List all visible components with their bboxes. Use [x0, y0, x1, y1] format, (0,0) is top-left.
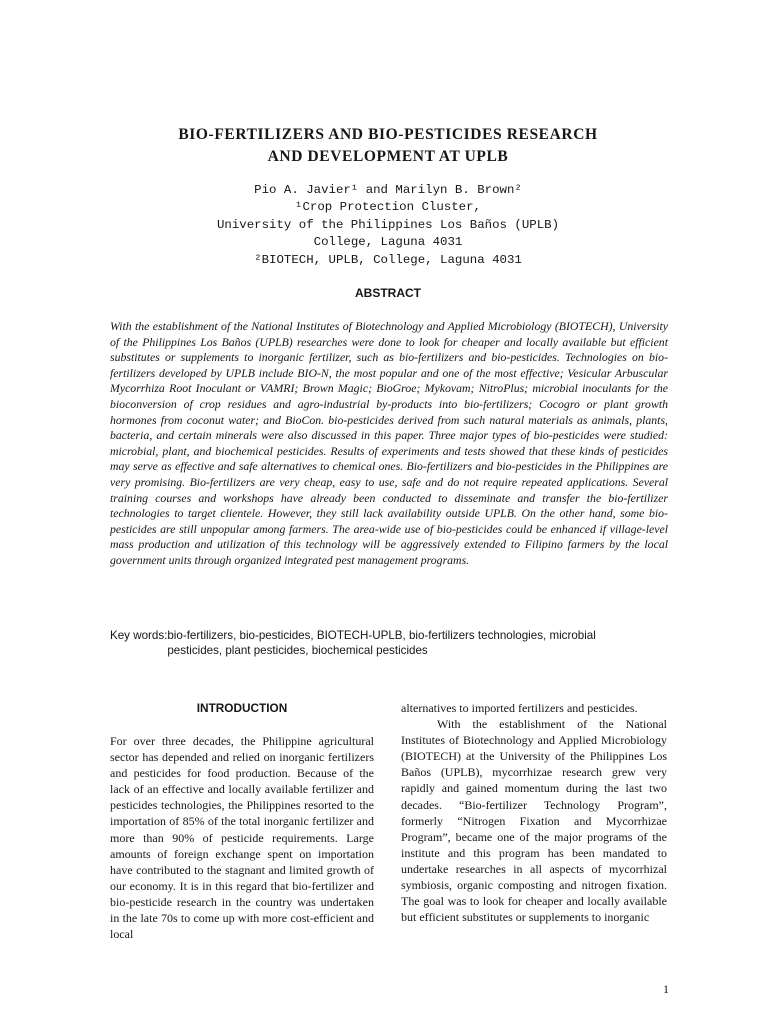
- intro-paragraph-1: For over three decades, the Philippine agricultural sector has depended and relied on inorganic fertilizers and pesticides for food production. Because of the lack of an effective and locally available fertilizer and pesticides technologies, the Philippines resorted to the importation of 85% of the total inorganic fertilizer and more than 90% of pesticide requirements. Large amounts of foreign exchange spent on importation have contributed to the stagnant and limited growth of our economy. It is in this regard that bio-fertilizer and bio-pesticide research in the country was undertaken in the late 70s to come up with more cost-efficient and local: [110, 734, 374, 942]
- author-names: Pio A. Javier¹ and Marilyn B. Brown²: [254, 183, 522, 197]
- affiliation-2: ²BIOTECH, UPLB, College, Laguna 4031: [254, 252, 522, 267]
- title-line-1: BIO-FERTILIZERS AND BIO-PESTICIDES RESEARCH: [178, 126, 598, 143]
- affiliation-1-line-1: ¹Crop Protection Cluster,: [295, 200, 481, 215]
- right-column: [401, 700, 667, 925]
- affiliation-1-line-2: University of the Philippines Los Baños (UPLB): [216, 217, 560, 232]
- affiliation-1-line-3: College, Laguna 4031: [313, 235, 463, 250]
- author-block: [110, 182, 666, 269]
- keywords-list: [167, 628, 670, 658]
- keywords: [110, 628, 670, 658]
- keywords-label: Key words:: [110, 629, 168, 642]
- paper-title: [110, 124, 666, 168]
- title-line-2: AND DEVELOPMENT AT UPLB: [267, 148, 509, 165]
- page-number: 1: [663, 982, 669, 996]
- introduction-heading: INTRODUCTION: [196, 701, 288, 715]
- keywords-line-2: pesticides, plant pesticides, biochemical pesticides: [167, 644, 428, 657]
- left-column: [110, 733, 374, 942]
- abstract-text: With the establishment of the National Institutes of Biotechnology and Applied Microbiology (BIOTECH), University of the Philippines Los Baños (UPLB) researches were done to look for cheaper and locally available but efficient substitutes or supplements to inorganic fertilizer, such as bio-fertilizers and bio-pesticides. Technologies on bio-fertilizers developed by UPLB include BIO-N, the most popular and one of the most effective; Vesicular Arbuscular Mycorrhiza Root Inoculant or VAMRI; Brown Magic; BioGroe; Mykovam; NitroPlus; microbial inoculants for the bioconversion of crop residues and agro-industrial by-products into bio-fertilizers; Cocogro or plant growth hormones from coconut water; and BioCon. bio-pesticides derived from such natural materials as animals, plants, bacteria, and certain minerals were also discussed in this paper. Three major types of bio-pesticides were studied: microbial, plant, and biochemical pesticides. Results of experiments and tests showed that these kinds of pesticides may serve as effective and safe alternatives to chemical ones. Bio-fertilizers and bio-pesticides in the Philippines are very promising. Bio-fertilizers are very cheap, easy to use, safe and do not require repeated applications. Several training courses and workshops have already been conducted to disseminate and transfer the bio-fertilizer technologies to target clientele. However, they still lack availability outside UPLB. On the other hand, some bio-pesticides are still unpopular among farmers. The area-wide use of bio-pesticides could be enhanced if village-level mass production and utilization of this technology will be aggressively extended to Filipino farmers by the local government units through organized integrated pest management programs.: [110, 319, 668, 567]
- intro-paragraph-2: With the establishment of the National Institutes of Biotechnology and Applied Microbiology (BIOTECH) at the University of the Philippines Los Baños (UPLB), mycorrhizae research grew very rapidly and gained momentum during the last two decades. “Bio-fertilizer Technology Program”, formerly “Nitrogen Fixation and Mycorrhizae Program”, became one of the major programs of the institute and this program has been mandated to undertake researches in all aspects of mycorrhizal symbiosis, organic composting and nitrogen fixation. The goal was to look for cheaper and locally available but efficient substitutes or supplements to inorganic: [401, 717, 667, 925]
- intro-continuation: alternatives to imported fertilizers and pesticides.: [401, 701, 638, 715]
- abstract-heading: ABSTRACT: [355, 286, 421, 300]
- keywords-line-1: bio-fertilizers, bio-pesticides, BIOTECH-UPLB, bio-fertilizers technologies, microbial: [167, 629, 596, 642]
